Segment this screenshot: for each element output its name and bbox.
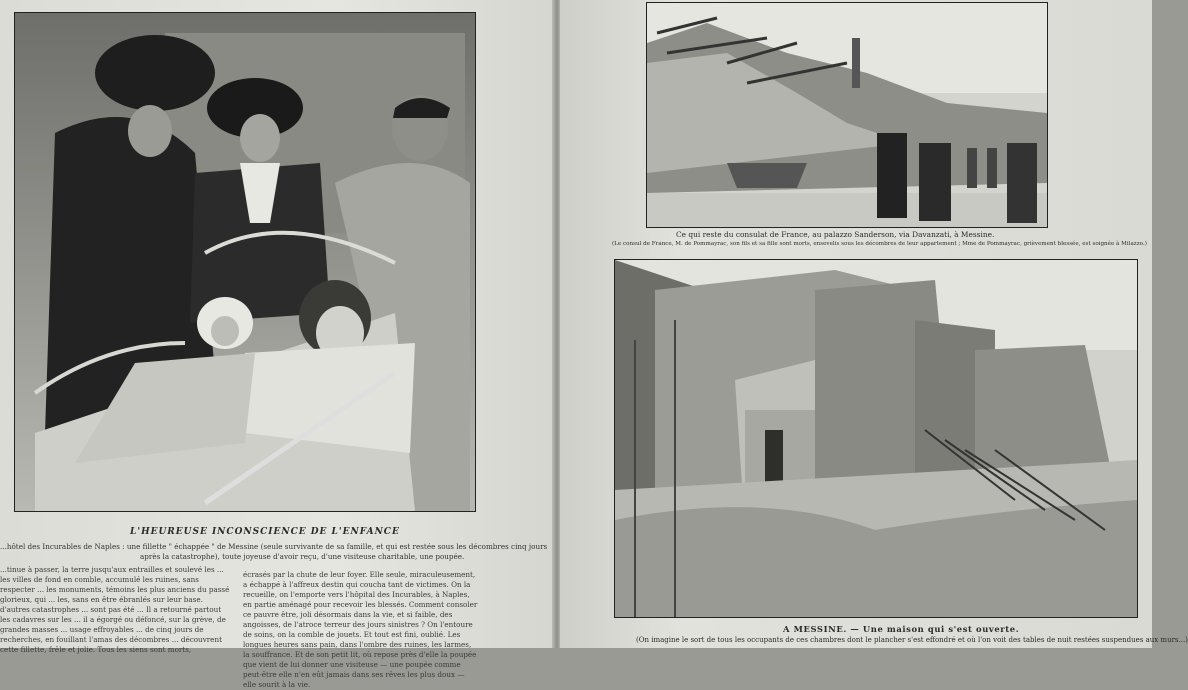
caption-top-line-1: Ce qui reste du consulat de France, au palazzo Sanderson, via Davanzati, à Messine. <box>676 230 995 239</box>
photo-girl-with-doll <box>14 12 476 512</box>
open-house-ruins-photo-icon <box>615 260 1137 617</box>
caption-line-1: ...hôtel des Incurables de Naples : une fillette " échappée " de Messine (seule survivante de sa famille, et qui est restée sous les décombres cinq jours <box>0 542 548 551</box>
article-column-1: ...tinue à passer, la terre jusqu'aux entrailles et soulevé les ... les villes de fond en comble, accumulé les ruines, sans respecter ... les monuments, témoins les plus anciens du passé glorieux, qui ... les, sans en être ébranlés sur leur base. d'autres catastrophes ... sont pas été ... Il a retourné partout les cadavres sur les ... il a égorgé ou défoncé, sur la grève, de grandes masses ... usage effroyables ... de cinq jours de recherches, en fouillant l'amas des décombres ... découvrent cette fillette, frêle et jolie. Tous les siens sont morts, <box>0 565 230 654</box>
photo-consulate-ruins <box>646 2 1048 228</box>
caption-bottom-line: (On imagine le sort de tous les occupants de ces chambres dont le plancher s'est effondré et où l'on voit des tables de nuit restées suspendues aux murs...) <box>636 636 1188 644</box>
article-column-2: écrasés par la chute de leur foyer. Elle seule, miraculeusement, a échappé à l'affreux destin qui coucha tant de victimes. On la recueille, on l'emporte vers l'hôpital des Incurables, à Naples, en partie aménagé pour recevoir les blessés. Comment consoler ce pauvre être, joli désormais dans la vie, et si faible, des angoisses, de l'atroce terreur des jours sinistres ? On l'entoure de soins, on la comble de jouets. Et tout est fini, oublié. Les longues heures sans pain, dans l'ombre des ruines, les larmes, la souffrance. Et de son petit lit, où repose près d'elle la poupée que vient de lui donner une visiteuse — une poupée comme peut-être elle n'en eût jamais dans ses rêves les plus doux — elle sourit à la vie. <box>243 570 478 689</box>
left-page <box>0 0 556 689</box>
hospital-bed-photo-icon <box>15 13 475 511</box>
consulate-ruins-photo-icon <box>647 3 1047 227</box>
caption-bottom-title: A MESSINE. — Une maison qui s'est ouverte. <box>783 624 1020 634</box>
caption-title: L'HEUREUSE INCONSCIENCE DE L'ENFANCE <box>130 527 400 537</box>
photo-open-house <box>614 259 1138 618</box>
caption-line-2: après la catastrophe), toute joyeuse d'avoir reçu, d'une visiteuse charitable, une poupée. <box>140 552 465 561</box>
caption-top-line-2: (Le consul de France, M. de Pommayrac, son fils et sa fille sont morts, ensevelis sous les décombres de leur appartement ; Mme de Pommayrac, grièvement blessée, est soignée à Milazzo.) <box>612 241 1147 247</box>
